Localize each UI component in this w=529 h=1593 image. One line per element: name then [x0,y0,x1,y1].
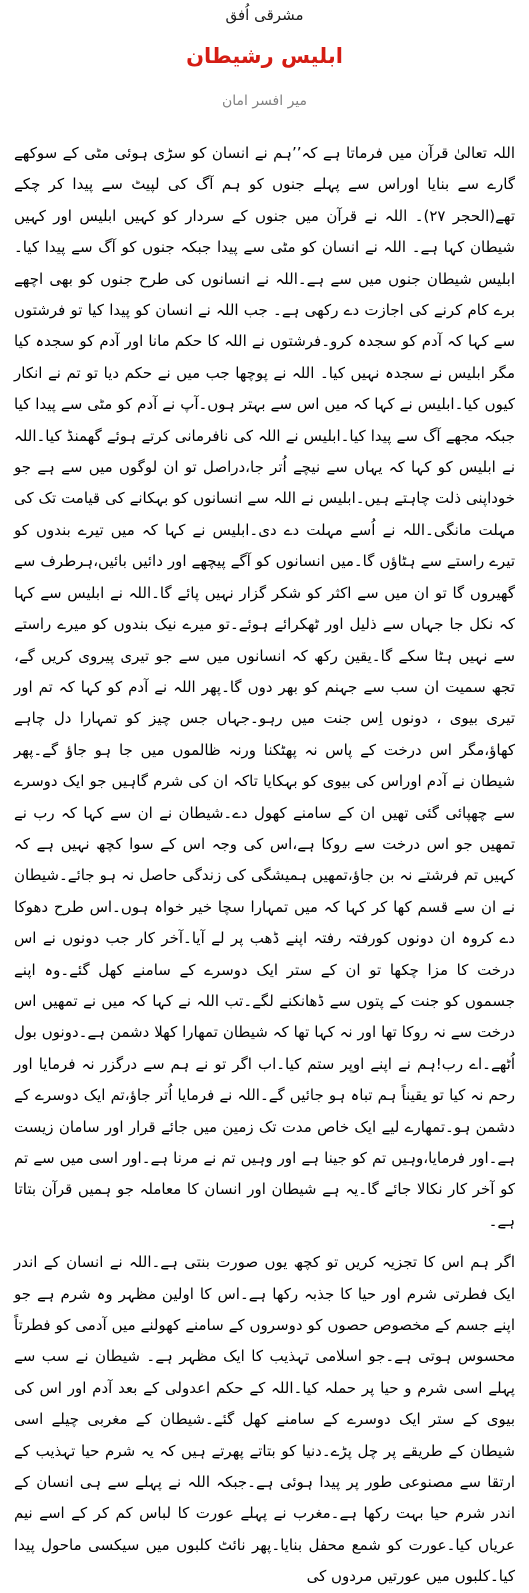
article-body [14,138,515,1593]
article-paragraph-1: اللہ تعالیٰ قرآن میں فرماتا ہے کہ’’ہم نے انسان کو سڑی ہوئی مٹی کے سوکھے گارے سے بنایا اوراس سے پہلے جنوں کو ہم آگ کی لپیٹ سے پیدا کر چکے تھے(الحجر ۲۷)۔ اللہ نے قرآن میں جنوں کے سردار کو کہیں ابلیس اور کہیں شیطان کہا ہے۔ اللہ نے انسان کو مٹی سے پیدا جبکہ جنوں کو آگ سے پیدا کیا۔ ابلیس شیطان جنوں میں سے ہے۔اللہ نے انسانوں کی طرح جنوں کو بھی اچھے برے کام کرنے کی اجازت دے رکھی ہے۔ جب اللہ نے انسان کو پیدا کیا تو فرشتوں سے کہا کہ آدم کو سجدہ کرو۔فرشتوں نے اللہ کا حکم مانا اور آدم کو سجدہ کیا مگر ابلیس نے سجدہ نہیں کیا۔ اللہ نے پوچھا جب میں نے حکم دیا تو تم نے انکار کیوں کیا۔ابلیس نے کہا کہ میں اس سے بہتر ہوں۔آپ نے آدم کو مٹی سے پیدا کیا جبکہ مجھے آگ سے پیدا کیا۔ابلیس نے اللہ کی نافرمانی کرتے ہوئے گھمنڈ کیا۔اللہ نے ابلیس کو کہا کہ یہاں سے نیچے اُتر جا،دراصل تو ان لوگوں میں سے ہے جو خوداپنی ذلت چاہتے ہیں۔ابلیس نے اللہ سے انسانوں کو بہکانے کی قیامت تک کی مہلت مانگی۔اللہ نے اُسے مہلت دے دی۔ابلیس نے کہا کہ میں تیرے بندوں کو تیرے راستے سے ہٹاؤں گا۔میں انسانوں کو آگے پیچھے اور دائیں بائیں،ہرطرف سے گھیروں گا تو ان میں سے اکثر کو شکر گزار نہیں پائے گا۔اللہ نے ابلیس سے کہا کہ نکل جا جہاں سے ذلیل اور ٹھکرائے ہوئے۔تو میرے نیک بندوں کو میرے راستے سے نہیں ہٹا سکے گا۔یقین رکھ کہ انسانوں میں سے جو تیری پیروی کریں گے، تجھ سمیت ان سب سے جہنم کو بھر دوں گا۔پھر اللہ نے آدم کو کہا کہ تم اور تیری بیوی ، دونوں اِس جنت میں رہو۔جہاں جس چیز کو تمہارا دل چاہے کھاؤ،مگر اس درخت کے پاس نہ پھٹکنا ورنہ ظالموں میں جا ہو جاؤ گے۔پھر شیطان نے آدم اوراس کی بیوی کو بہکایا تاکہ ان کی شرم گاہیں جو ایک دوسرے سے چھپائی گئی تھیں ان کے سامنے کھول دے۔شیطان نے ان سے کہا کہ رب نے تمھیں جو اس درخت سے روکا ہے،اس کی وجہ اس کے سوا کچھ نہیں ہے کہ کہیں تم فرشتے نہ بن جاؤ،تمھیں ہمیشگی کی زندگی حاصل نہ ہو جائے۔شیطان نے ان سے قسم کھا کر کہا کہ میں تمہارا سچا خیر خواہ ہوں۔اس طرح دھوکا دے کروہ ان دونوں کورفتہ رفتہ اپنے ڈھب پر لے آیا۔آخر کار جب دونوں نے اس درخت کا مزا چکھا تو ان کے ستر ایک دوسرے کے سامنے کھل گئے۔وہ اپنے جسموں کو جنت کے پتوں سے ڈھانکنے لگے۔تب اللہ نے کہا کہ میں نے تمھیں اس درخت سے نہ روکا تھا اور نہ کہا تھا کہ شیطان تمھارا کھلا دشمن ہے۔دونوں بول اُٹھے۔اے رب!ہم نے اپنے اوپر ستم کیا۔اب اگر تو نے ہم سے درگزر نہ فرمایا اور رحم نہ کیا تو یقیناً ہم تباہ ہو جائیں گے۔اللہ نے فرمایا اُتر جاؤ،تم ایک دوسرے کے دشمن ہو۔تمھارے لیے ایک خاص مدت تک زمین میں جائے قرار اور سامان زیست ہے۔اور فرمایا،وہیں تم کو جینا ہے اور وہیں تم نے مرنا ہے۔اور اسی میں سے تم کو آخر کار نکالا جائے گا۔یہ ہے شیطان اور انسان کا معاملہ جو ہمیں قرآن بتاتا ہے۔ [14,144,515,1230]
article-title: ابلیس رشیطان [186,44,343,68]
article-paragraph-2: اگر ہم اس کا تجزیہ کریں تو کچھ یوں صورت بنتی ہے۔اللہ نے انسان کے اندر ایک فطرتی شرم اور حیا کا جذبہ رکھا ہے۔اس کا اولین مظہر وہ شرم ہے جو اپنے جسم کے مخصوص حصوں کو دوسروں کے سامنے کھولنے میں آدمی کو فطرتاً محسوس ہوتی ہے۔جو اسلامی تہذیب کا ایک مظہر ہے۔ شیطان نے سب سے پہلے اسی شرم و حیا پر حملہ کیا۔اللہ کے حکم اعدولی کے بعد آدم اور اس کی بیوی کے ستر ایک دوسرے کے سامنے کھل گئے۔شیطان کے مغربی چیلے اسی شیطان کے طریقے پر چل پڑے۔دنیا کو بتاتے پھرتے ہیں کہ یہ شرم حیا تہذیب کے ارتقا سے مصنوعی طور پر پیدا ہوئی ہے۔جبکہ اللہ نے پہلے سے ہی انسان کے اندر شرم حیا بہت رکھا ہے۔مغرب نے پہلے عورت کا لباس کم کر کے اسے نیم عریاں کیا۔عورت کو شمع محفل بنایا۔پھر نائٹ کلبوں میں سیکسی ماحول پیدا کیا۔کلبوں میں عورتیں مردوں کی [14,1253,515,1586]
article-header [14,0,515,114]
author-name: میر افسر امان [221,93,308,109]
section-label: مشرقی اُفق [225,6,304,24]
